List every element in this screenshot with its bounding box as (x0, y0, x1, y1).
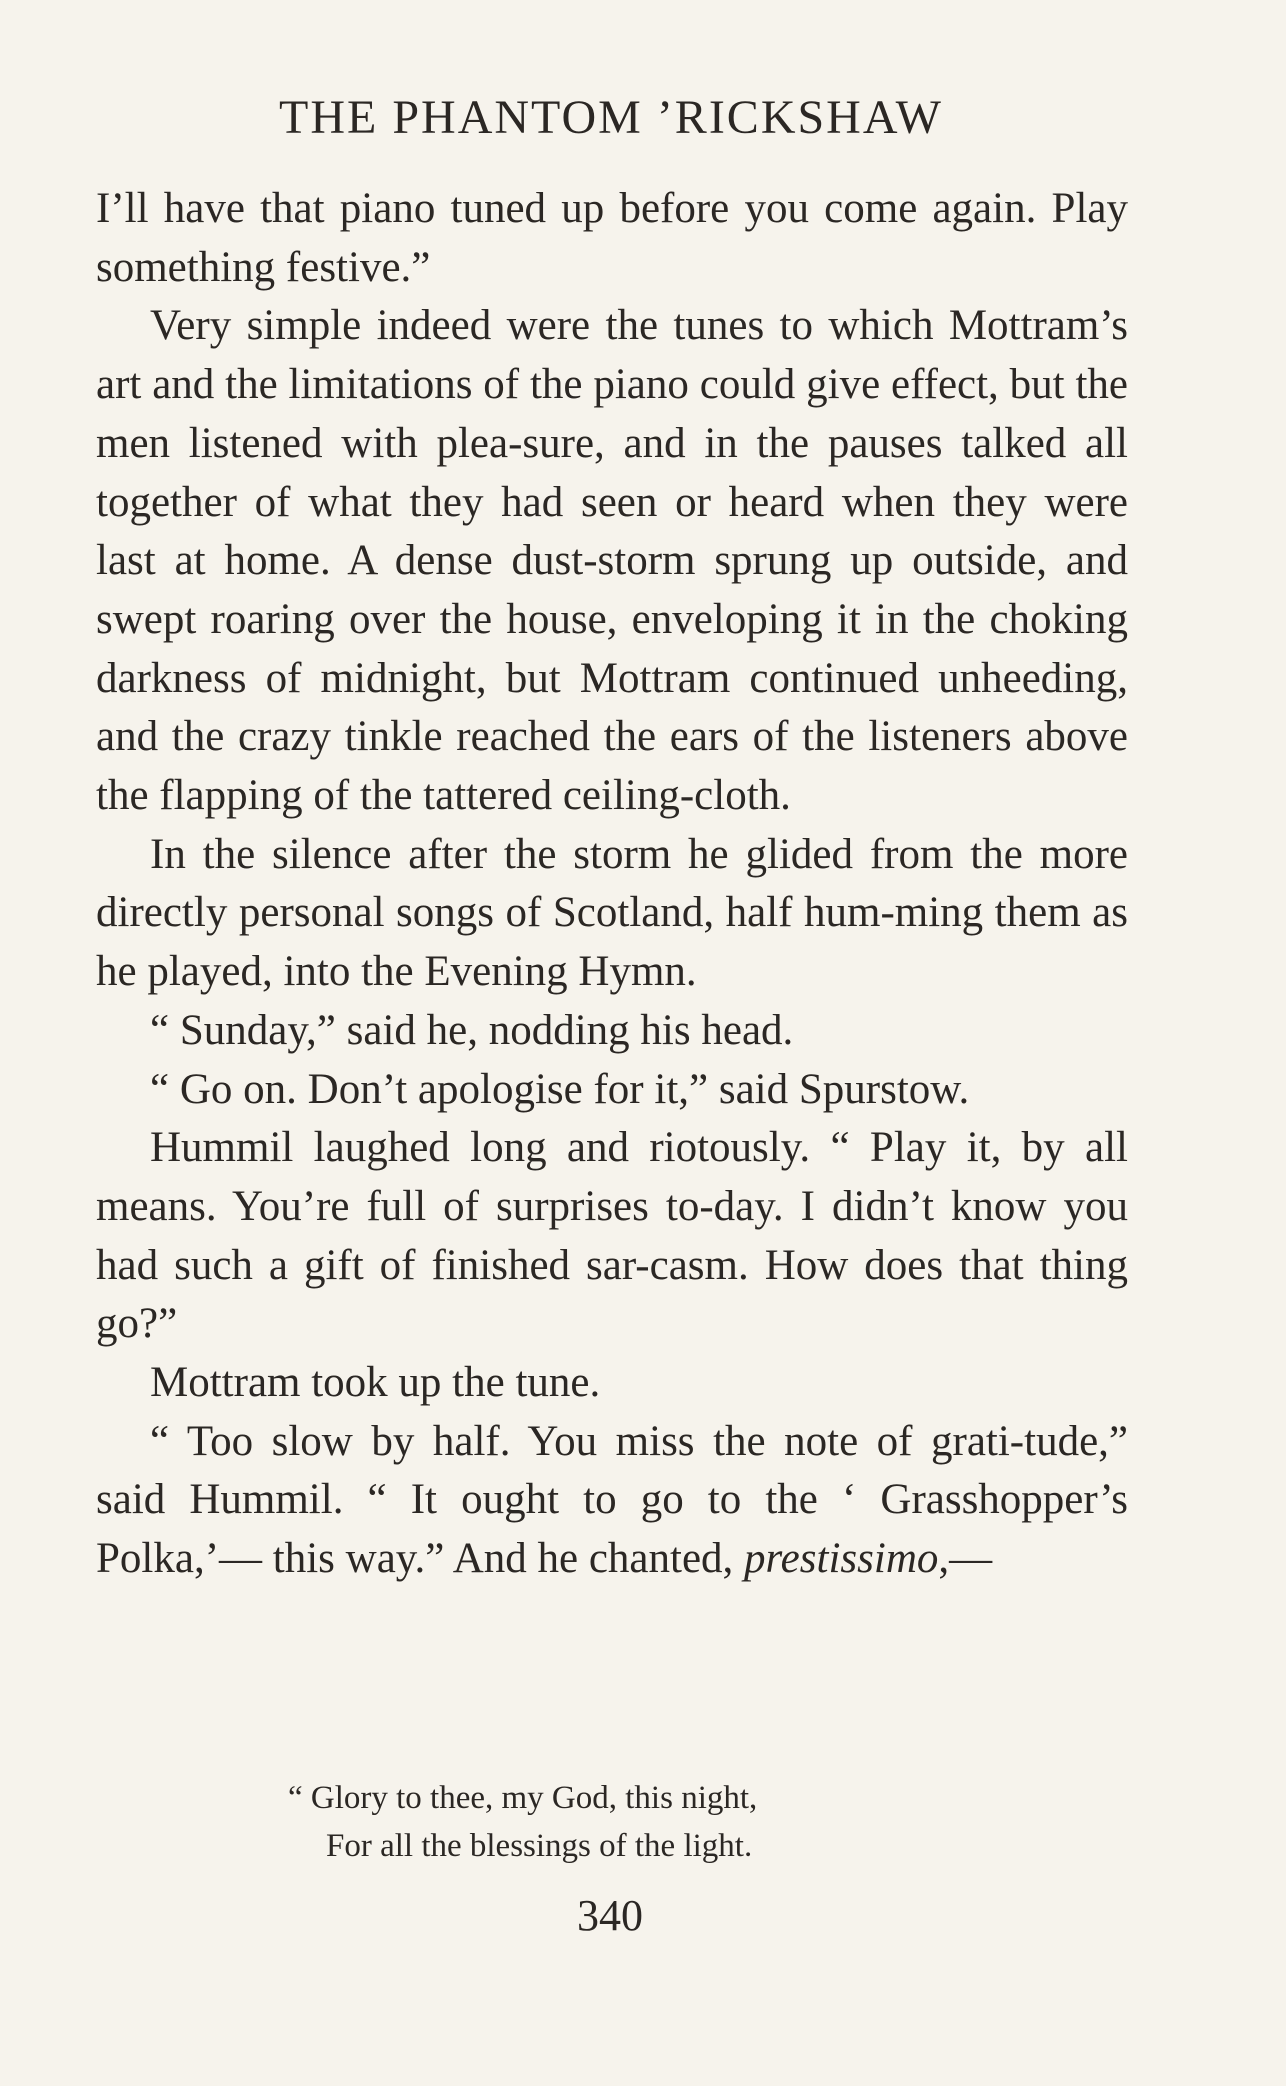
running-title: THE PHANTOM ’RICKSHAW (279, 91, 943, 144)
paragraph-8-text: “ Too slow by half. You miss the note of grati-tude,” said Hummil. “ It ought to go to the ‘ Grasshopper’s Polka,’— this way.” And he chanted, (96, 1417, 1128, 1583)
paragraph-8-dash: ,— (938, 1535, 993, 1583)
paragraph-3: In the silence after the storm he glided from the more directly personal songs of Scotland, half hum-ming them as he played, into the Evening Hymn. (96, 830, 1128, 996)
verse-quotation (0, 1774, 1286, 1870)
paragraph-6: Hummil laughed long and riotously. “ Play it, by all means. You’re full of surprises to-day. I didn’t know you had such a gift of finished sar-casm. How does that thing go?” (96, 1124, 1128, 1348)
paragraph-7: Mottram took up the tune. (150, 1359, 601, 1407)
italic-term: prestissimo (744, 1535, 939, 1583)
body-text (96, 180, 1128, 1589)
verse-line-1: “ Glory to thee, my God, this night, (288, 1780, 758, 1816)
page-number: 340 (577, 1891, 643, 1940)
paragraph-8 (96, 1413, 1128, 1589)
paragraph-2: Very simple indeed were the tunes to which Mottram’s art and the limitations of the piano could give effect, but the men listened with plea-sure, and in the pauses talked all together of what they had seen or heard when they were last at home. A dense dust-storm sprung up outside, and swept roaring over the house, enveloping it in the choking darkness of midnight, but Mottram continued unheeding, and the crazy tinkle reached the ears of the listeners above the flapping of the tattered ceiling-cloth. (96, 302, 1128, 820)
paragraph-4: “ Sunday,” said he, nodding his head. (150, 1006, 794, 1054)
verse-line-2: For all the blessings of the light. (326, 1828, 753, 1864)
paragraph-1: I’ll have that piano tuned up before you come again. Play something festive.” (96, 185, 1128, 291)
paragraph-5: “ Go on. Don’t apologise for it,” said Spurstow. (150, 1065, 970, 1113)
